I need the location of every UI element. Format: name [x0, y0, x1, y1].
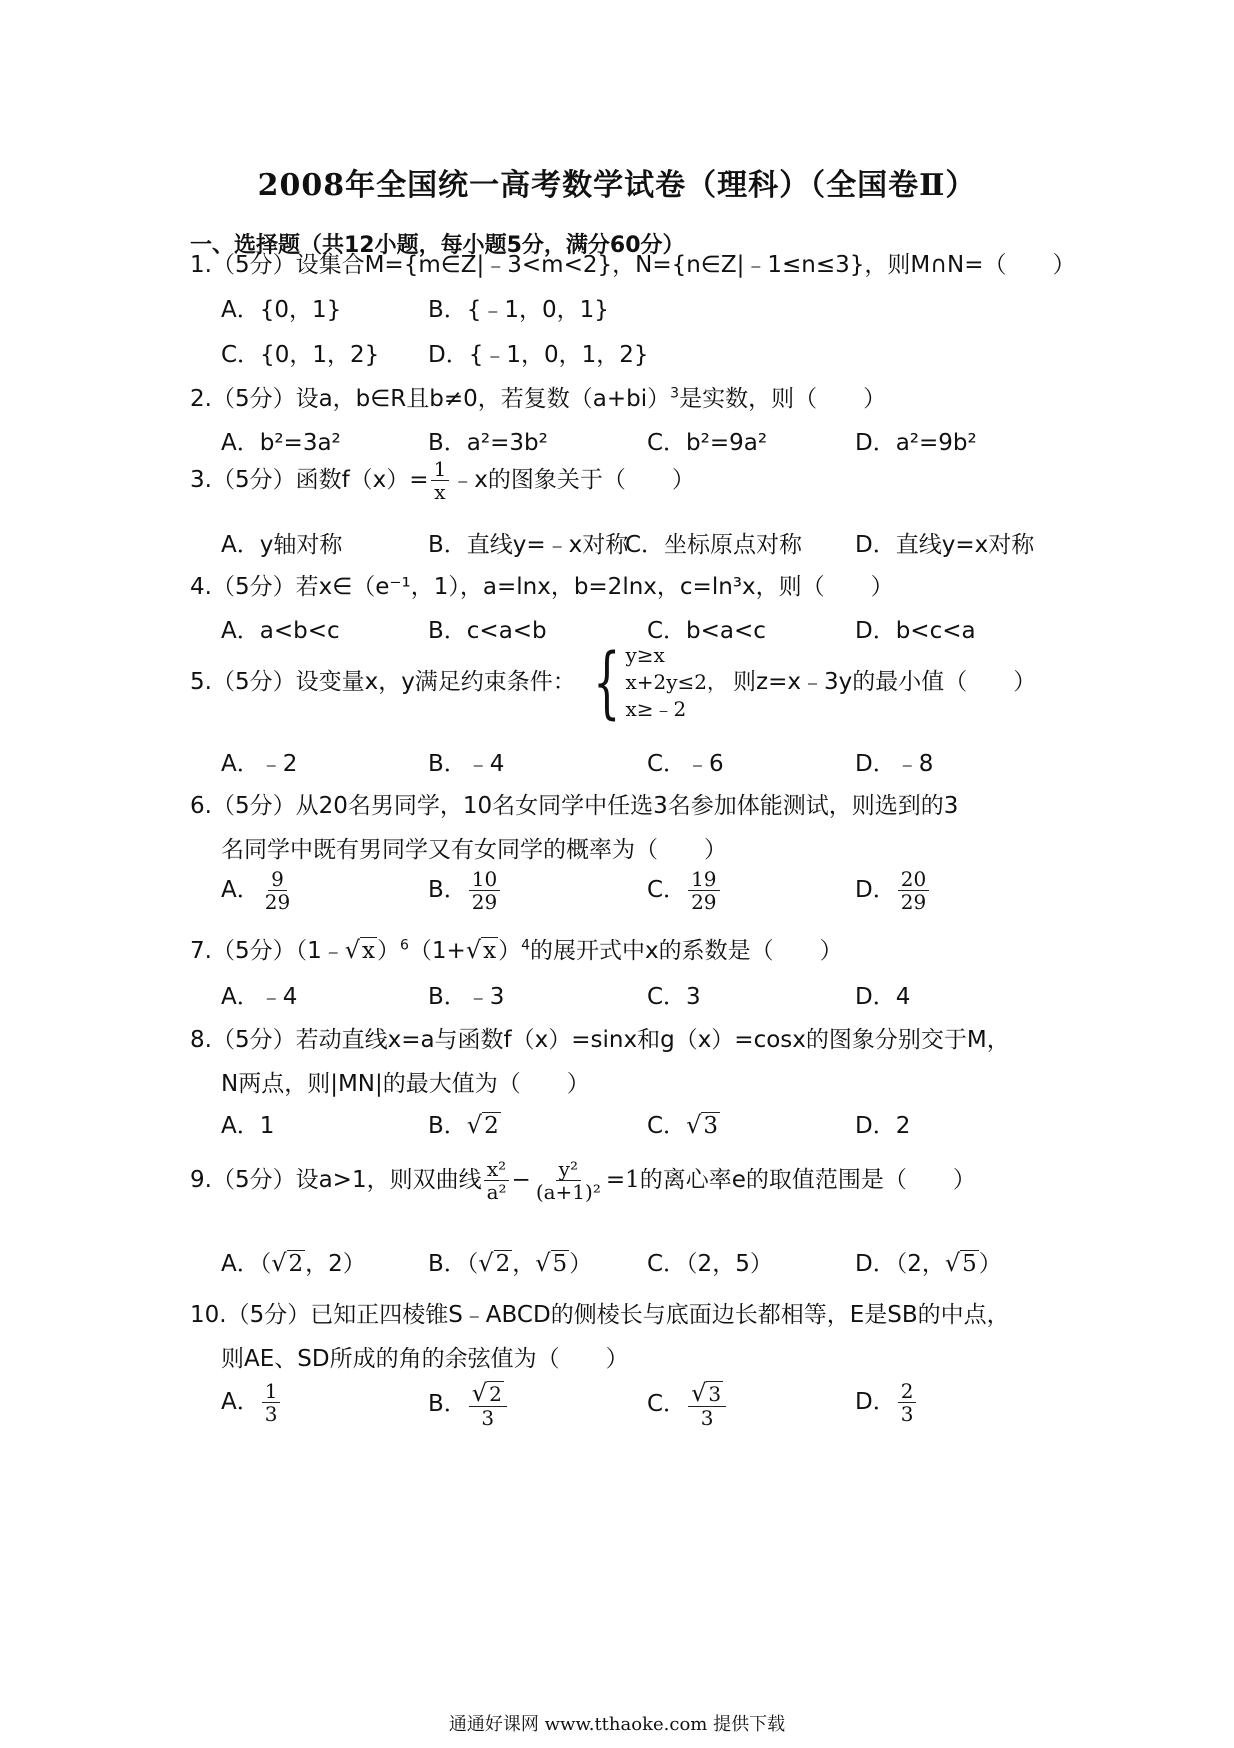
fraction: $\frac{1}{x}$ [431, 458, 450, 503]
option-d: D．{﹣1，0，1，2} [428, 342, 649, 368]
option-d: D． $\frac{2}{3}$ [855, 1380, 918, 1425]
option-a: A．﹣2 [221, 751, 298, 777]
option-c: C．﹣6 [647, 751, 724, 777]
option-a: A．（√2，2） [221, 1249, 366, 1277]
option-b: B．c<a<b [428, 618, 547, 644]
sqrt: √x [465, 936, 497, 964]
option-c: C． $\frac{√ 3}{3}$ [647, 1380, 728, 1429]
option-a: A．y轴对称 [221, 532, 343, 558]
option-a: A．﹣4 [221, 984, 298, 1010]
option-a: A．b²=3a² [221, 430, 341, 456]
question-3-options [221, 526, 1081, 570]
question-6-options [221, 868, 1081, 924]
option-d: D．直线y=x对称 [855, 532, 1035, 558]
option-c: C．{0，1，2} [221, 342, 380, 368]
option-b: B． $\frac{10}{29}$ [428, 868, 502, 913]
question-1-options [221, 291, 1081, 335]
question-6-stem-line2: 名同学中既有男同学又有女同学的概率为（ ） [221, 837, 727, 863]
option-d: D．4 [855, 984, 911, 1010]
option-d: D．﹣8 [855, 751, 934, 777]
question-7-options [221, 978, 1081, 1022]
question-10-stem-line1: 10.（5分）已知正四棱锥S﹣ABCD的侧棱长与底面边长都相等，E是SB的中点， [190, 1302, 1010, 1328]
question-1-options-row2 [221, 336, 1081, 380]
option-b: B．﹣3 [428, 984, 505, 1010]
option-a: A．{0，1} [221, 297, 342, 323]
option-d: D．2 [855, 1113, 911, 1139]
question-4-stem: 4.（5分）若x∈（e⁻¹，1），a=lnx，b=2lnx，c=ln³x，则（ ） [190, 574, 894, 600]
sqrt: √x [344, 936, 375, 964]
option-b: B．a²=3b² [428, 430, 548, 456]
option-c: C．b²=9a² [647, 430, 768, 456]
question-10-options [221, 1380, 1081, 1442]
question-6-stem-line1: 6.（5分）从20名男同学，10名女同学中任选3名参加体能测试，则选到的3 [190, 793, 959, 819]
option-a: A．1 [221, 1113, 275, 1139]
option-b: B．（√2，√5） [428, 1249, 593, 1277]
question-9-stem: 9.（5分）设a>1，则双曲线 $\frac{\text{x²}}{\text{a²}}$ − $\frac{\text{y²}}{\text{(a+1)²}}$ =1的离心率e的取值范围是（ ） [190, 1157, 976, 1204]
question-5-options [221, 745, 1081, 789]
option-c: C．坐标原点对称 [625, 532, 803, 558]
question-3-stem: 3.（5分）函数f（x）= $\frac{1}{x}$ ﹣x的图象关于（ ） [190, 457, 695, 504]
option-a: A． $\frac{1}{3}$ [221, 1380, 282, 1425]
option-a: A． $\frac{9}{29}$ [221, 867, 291, 914]
question-9-options [221, 1245, 1081, 1289]
option-d: D．a²=9b² [855, 430, 977, 456]
question-10-stem-line2: 则AE、SD所成的角的余弦值为（ ） [221, 1346, 629, 1372]
constraint-system: { y≥x x+2y≤2， x≥﹣2 [592, 637, 727, 728]
option-d: D．b<c<a [855, 618, 976, 644]
question-2-stem: 2.（5分）设a，b∈R且b≠0，若复数$(a+bi)^3$是实数，则（ ） [190, 385, 887, 412]
option-c: C．（2，5） [647, 1251, 773, 1277]
option-c: C．√3 [647, 1111, 718, 1139]
option-d: D． $\frac{20}{29}$ [855, 868, 931, 913]
option-b: B．{﹣1，0，1} [428, 297, 609, 323]
option-c: C． $\frac{19}{29}$ [647, 868, 722, 913]
option-b: B．﹣4 [428, 751, 505, 777]
footer-watermark: 通通好课网 www.tthaoke.com 提供下载 [448, 1714, 786, 1735]
question-8-stem-line1: 8.（5分）若动直线x=a与函数f（x）=sinx和g（x）=cosx的图象分别交于M， [190, 1027, 1010, 1053]
option-d: D．（2，√5） [855, 1249, 1002, 1277]
option-a: A．a<b<c [221, 618, 340, 644]
question-5-stem: 5.（5分）设变量x，y满足约束条件： { y≥x x+2y≤2， x≥﹣2 则z=x﹣3y的最小值（ ） [190, 637, 1037, 728]
section-heading: 一、选择题（共12小题，每小题5分，满分60分） [190, 233, 685, 258]
question-8-stem-line2: N两点，则|MN|的最大值为（ ） [221, 1071, 590, 1097]
question-1-stem: 1.（5分）设集合M={m∈Z|﹣3<m<2}，N={n∈Z|﹣1≤n≤3}，则M∩N=（ ） [190, 252, 1076, 278]
option-b: B．√2 [428, 1111, 499, 1139]
question-8-options [221, 1107, 1081, 1151]
option-c: C．3 [647, 984, 701, 1010]
option-b: B．直线y=﹣x对称 [428, 532, 629, 558]
question-7-stem: 7.（5分）$(1﹣√x)^6(1+√x)^4$的展开式中x的系数是（ ） [190, 936, 843, 964]
option-c: C．b<a<c [647, 618, 766, 644]
page-title: 2008年全国统一高考数学试卷（理科）（全国卷Ⅱ） [257, 168, 977, 203]
option-b: B． $\frac{√ 2}{3}$ [428, 1380, 509, 1429]
